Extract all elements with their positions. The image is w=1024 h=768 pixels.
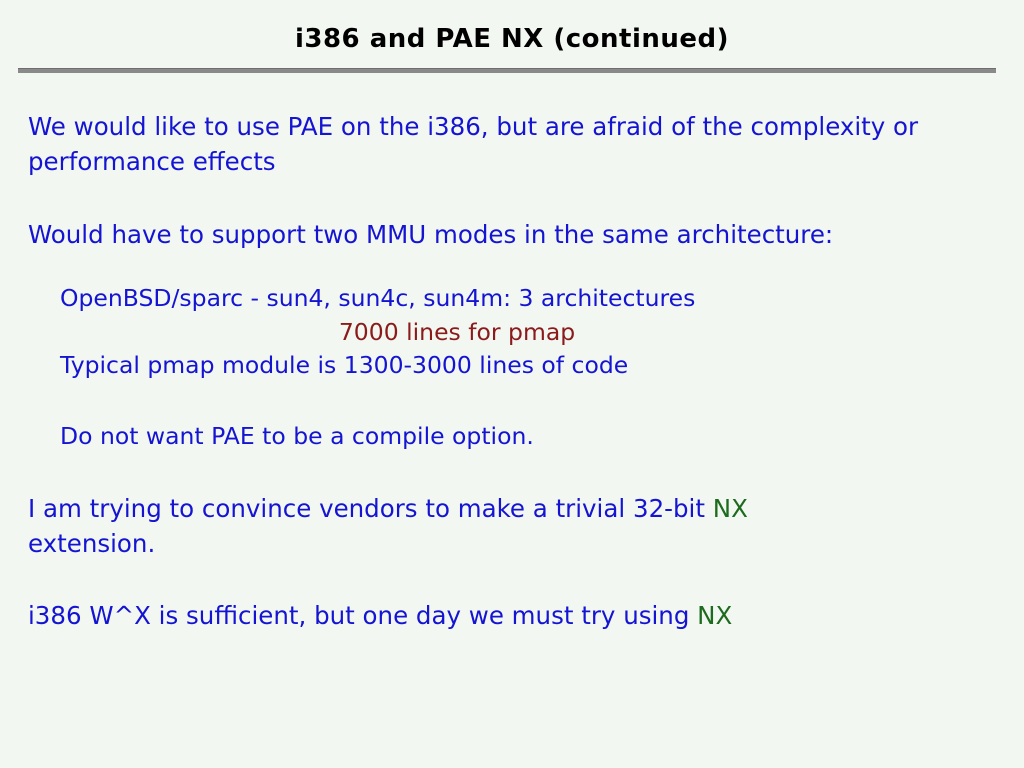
nx-highlight: NX: [712, 493, 748, 523]
title-divider: [18, 68, 996, 73]
nx-highlight: NX: [697, 601, 733, 631]
spacer: [28, 561, 996, 599]
spacer: [28, 454, 996, 492]
bullet-compile-option: Do not want PAE to be a compile option.: [60, 422, 534, 451]
paragraph-mmu-modes: Would have to support two MMU modes in the same architecture:: [28, 219, 834, 249]
spacer: [28, 252, 996, 282]
slide-body: [28, 110, 996, 634]
spacer: [28, 382, 996, 420]
paragraph-vendors-suffix: extension.: [28, 528, 156, 558]
paragraph-vendors: [28, 492, 996, 562]
bullet-typical-pmap: Typical pmap module is 1300-3000 lines of code: [60, 351, 629, 380]
bullet-openbsd-sparc: OpenBSD/sparc - sun4, sun4c, sun4m: 3 architectures: [60, 284, 696, 313]
paragraph-intro: We would like to use PAE on the i386, but are afraid of the complexity or performance effects: [28, 112, 919, 176]
paragraph-wxor: [28, 599, 996, 634]
paragraph-wxor-prefix: i386 W^X is sufficient, but one day we must try using: [28, 601, 698, 631]
spacer: [28, 180, 996, 218]
paragraph-vendors-prefix: I am trying to convince vendors to make a trivial 32-bit: [28, 493, 713, 523]
note-pmap-lines: 7000 lines for pmap: [338, 317, 576, 346]
page-title: i386 and PAE NX (continued): [294, 24, 730, 54]
